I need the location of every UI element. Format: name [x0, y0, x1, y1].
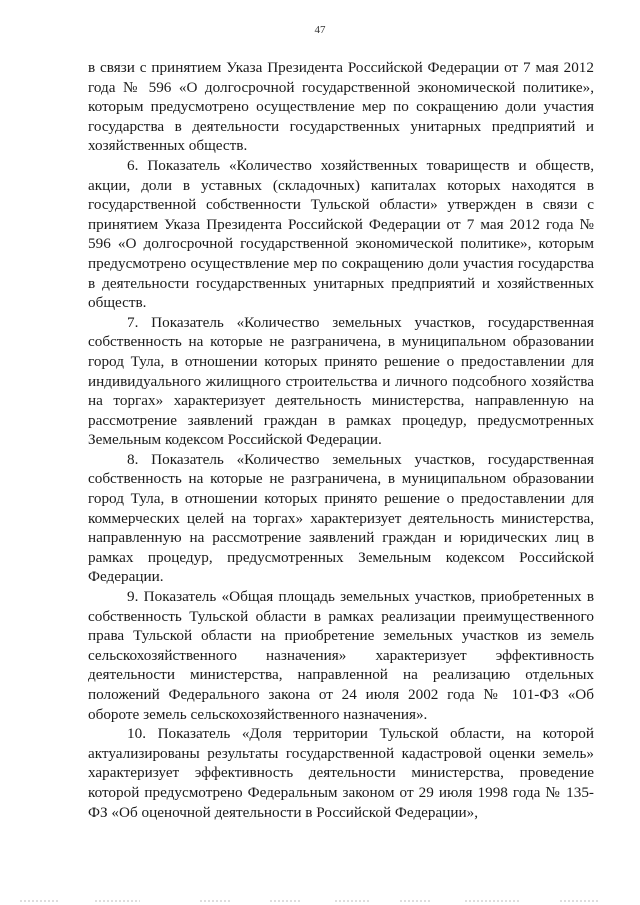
paragraph-indicator-6: 6. Показатель «Количество хозяйственных товариществ и обществ, акции, доли в уставных (складочных) капиталах которых находятся в государственной собственности Тульской области» утвержден в связи с принятием Указа Президента Российской Федерации от 7 мая 2012 года № 596 «О долгосрочной государственной экономической политике», которым предусмотрено осуществление мер по сокращению доли участия государства в деятельности государственных унитарных предприятий и хозяйственных обществ. [88, 156, 594, 312]
paragraph-continuation: в связи с принятием Указа Президента Российской Федерации от 7 мая 2012 года № 596 «О долгосрочной государственной экономической политике», которым предусмотрено осуществление мер по сокращению доли участия государства в деятельности государственных унитарных предприятий и хозяйственных обществ. [88, 59, 594, 155]
paragraph-indicator-10: 10. Показатель «Доля территории Тульской области, на которой актуализированы результаты государственной кадастровой оценки земель» характеризует эффективность деятельности министерства, проведение которой предусмотрено Федеральным законом от 29 июля 1998 года № 135-ФЗ «Об оценочной деятельности в Российской Федерации», [88, 725, 594, 821]
scan-edge-artifacts [0, 893, 640, 905]
document-body [88, 58, 594, 822]
page-number: 47 [314, 24, 326, 36]
paragraph-indicator-8: 8. Показатель «Количество земельных участков, государственная собственность на которые не разграничена, в муниципальном образовании город Тула, в отношении которых принято решение о предоставлении для коммерческих целей на торгах» характеризует деятельность министерства, направленную на рассмотрение заявлений граждан и юридических лиц в рамках процедур, предусмотренных Земельным кодексом Российской Федерации. [88, 450, 594, 586]
paragraph-indicator-7: 7. Показатель «Количество земельных участков, государственная собственность на которые не разграничена, в муниципальном образовании город Тула, в отношении которых принято решение о предоставлении для индивидуального жилищного строительства и личного подсобного хозяйства на торгах» характеризует деятельность министерства, направленную на рассмотрение заявлений граждан в рамках процедур, предусмотренных Земельным кодексом Российской Федерации. [88, 313, 594, 449]
paragraph-indicator-9: 9. Показатель «Общая площадь земельных участков, приобретенных в собственность Тульской области в рамках реализации преимущественного права Тульской области на приобретение земельных участков из земель сельскохозяйственного назначения» характеризует эффективность деятельности министерства, направленной на реализацию отдельных положений Федерального закона от 24 июля 2002 года № 101-ФЗ «Об обороте земель сельскохозяйственного назначения». [88, 588, 594, 723]
